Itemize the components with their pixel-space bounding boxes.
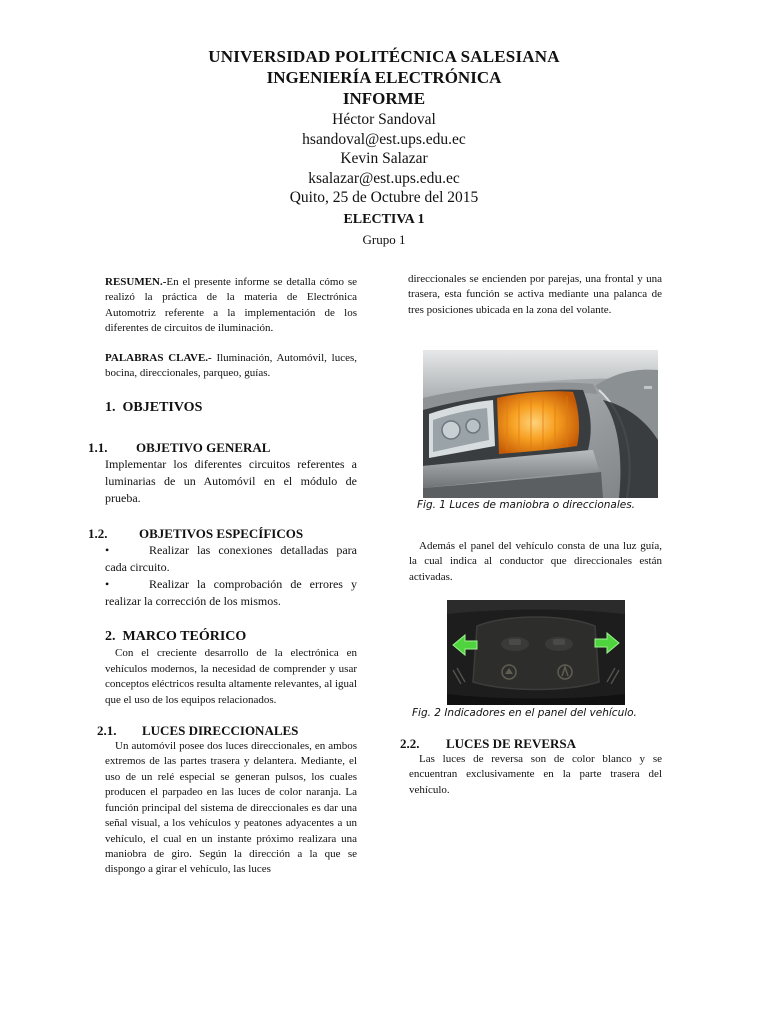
author-1: Héctor Sandoval (332, 111, 436, 128)
report-date: Quito, 25 de Octubre del 2015 (289, 189, 479, 206)
abstract (105, 275, 357, 337)
university-name: UNIVERSIDAD POLITÉCNICA SALESIANA (208, 47, 560, 66)
theory-intro (105, 646, 357, 708)
document-type: INFORME (342, 89, 426, 108)
bullet-symbol: • (105, 543, 110, 558)
keywords-label: PALABRAS CLAVE.- (105, 351, 212, 364)
subsection-number: 1.1. (88, 440, 108, 456)
group-name: Grupo 1 (362, 231, 406, 247)
subsection-title: OBJETIVOS ESPECÍFICOS (139, 526, 304, 542)
keywords-text: Iluminación, Automóvil, luces, bocina, direccionales, parqueo, guías. (105, 351, 357, 380)
section-title: OBJETIVOS (122, 400, 203, 416)
figure-2-caption: Fig. 2 Indicadores en el panel del vehículo. (412, 707, 637, 719)
subsection-1-2-heading (88, 525, 357, 542)
career-name: INGENIERÍA ELECTRÓNICA (266, 68, 502, 87)
turn-signals-text (105, 739, 357, 878)
specific-objective-item (105, 576, 357, 610)
abstract-text: En el presente informe se detalla cómo se realizó la práctica de la materia de Electrónica Automotriz referente a la implementación de los diferentes de circuitos de iluminación. (105, 276, 357, 335)
subsection-2-2-heading (400, 735, 576, 752)
left-column (88, 272, 357, 878)
panel-paragraph (409, 539, 662, 585)
section-1-heading (105, 399, 357, 417)
document-header (0, 46, 768, 249)
panel-text: Además el panel del vehículo consta de una luz guía, la cual indica al conductor que direccionales están activadas. (409, 540, 662, 583)
section-title: MARCO TEÓRICO (122, 629, 247, 645)
bullet-symbol: • (105, 577, 110, 592)
course-name: ELECTIVA 1 (343, 211, 425, 227)
author-2: Kevin Salazar (340, 150, 428, 167)
subsection-1-1-heading (88, 439, 357, 456)
figure-1 (423, 350, 658, 498)
specific-objective-item (105, 542, 357, 576)
right-column (408, 272, 662, 318)
abstract-label: RESUMEN.- (105, 276, 167, 288)
subsection-number: 2.1. (97, 723, 117, 739)
section-number: 1. (105, 400, 116, 416)
email-2: ksalazar@est.ups.edu.ec (308, 169, 460, 187)
subsection-number: 1.2. (88, 526, 108, 542)
general-objective-text: Implementar los diferentes circuitos referentes a luminarias de un Automóvil en el módulo de prueba. (105, 457, 357, 506)
turn-signals-continuation: direccionales se encienden por parejas, una frontal y una trasera, esta función se activa mediante una palanca de tres posiciones ubicada en la zona del volante. (408, 273, 662, 316)
specific-objective-text: Realizar las conexiones detalladas para cada circuito. (105, 543, 357, 575)
subsection-title: LUCES DE REVERSA (446, 736, 577, 751)
section-number: 2. (105, 629, 116, 645)
email-1: hsandoval@est.ups.edu.ec (302, 130, 466, 148)
turn-signal-car-image (423, 350, 658, 498)
reverse-lights-paragraph (409, 752, 662, 798)
subsection-title: LUCES DIRECCIONALES (142, 723, 299, 739)
keywords (105, 351, 357, 382)
reverse-lights-text: Las luces de reversa son de color blanco y se encuentran exclusivamente en la parte trasera del vehículo. (409, 753, 662, 796)
figure-2 (447, 600, 625, 705)
specific-objective-text: Realizar la comprobación de errores y realizar la corrección de los mismos. (105, 577, 357, 609)
figure-1-caption: Fig. 1 Luces de maniobra o direccionales. (417, 499, 636, 511)
dashboard-indicators-image (447, 600, 625, 705)
theory-intro-text: Con el creciente desarrollo de la electrónica en vehículos modernos, la necesidad de comprender y usar conceptos eléctricos resulta altamente relevantes, al igual que el uso de los equipos relacionados. (105, 647, 357, 706)
section-2-heading (105, 628, 357, 646)
turn-signals-paragraph: Un automóvil posee dos luces direccionales, en ambos extremos de las partes trasera y delantera. Mediante, el uso de un relé especial se generan pulsos, los cuales producen el parpadeo en las luces de color naranja. La función principal del sistema de direccionales es dar una señal visual, a los vehículos y peatones adyacentes a un vehículo, el cual en un instante próximo realizara una maniobra de giro. Según la dirección a la que se dispongo a girar el vehículo, las luces (105, 740, 357, 876)
subsection-title: OBJETIVO GENERAL (136, 440, 271, 456)
subsection-number: 2.2. (400, 736, 420, 751)
subsection-2-1-heading (97, 722, 357, 739)
